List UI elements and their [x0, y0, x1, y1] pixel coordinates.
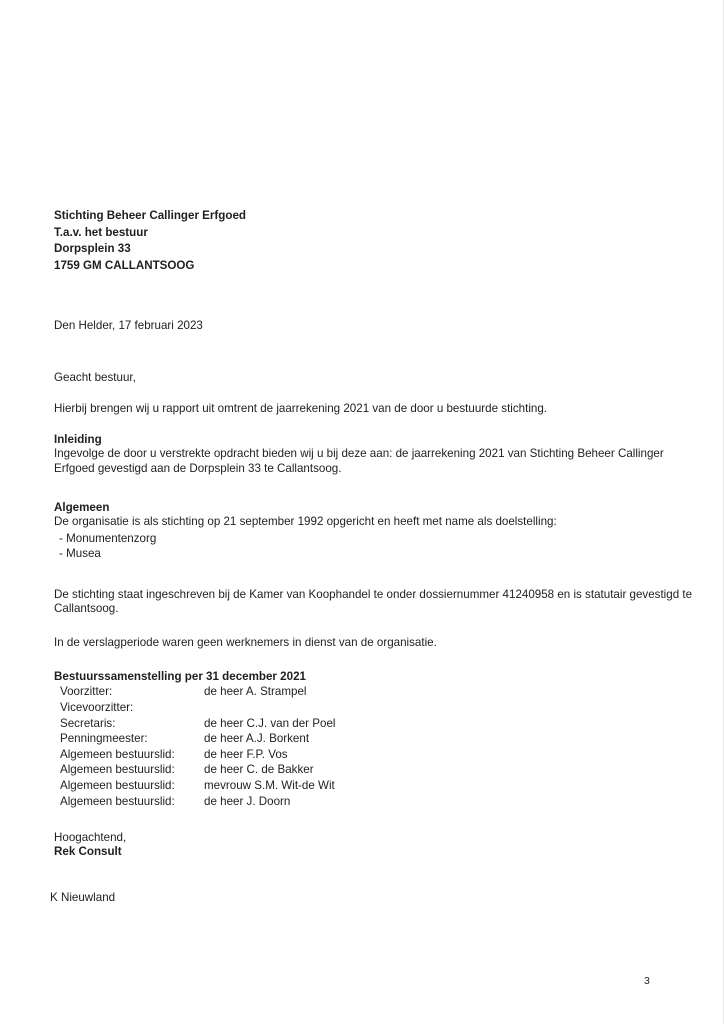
- board-row: [60, 795, 335, 811]
- board-heading: Bestuurssamenstelling per 31 december 2021: [54, 670, 306, 683]
- board-member-name: de heer A.J. Borkent: [204, 732, 310, 746]
- closing-greeting: Hoogachtend,: [54, 831, 127, 844]
- registration-paragraph: De stichting staat ingeschreven bij de Kamer van Koophandel te onder dossiernummer 41240958 en is statutair gevestigd te Callantsoog.: [54, 588, 693, 616]
- page-number: 3: [644, 975, 650, 987]
- inleiding-text: Ingevolge de door u verstrekte opdracht bieden wij u bij deze aan: de jaarrekening 2021 van Stichting Beheer Callinger Erfgoed gevestigd aan de Dorpsplein 33 te Callantsoog.: [54, 447, 664, 475]
- board-member-name: [204, 701, 335, 717]
- board-member-name: de heer F.P. Vos: [204, 747, 288, 761]
- recipient-name: Stichting Beheer Callinger Erfgoed: [54, 209, 246, 222]
- recipient-attention: T.a.v. het bestuur: [54, 225, 148, 239]
- section-algemeen: [54, 501, 557, 562]
- recipient-postcode-city: 1759 GM CALLANTSOOG: [54, 258, 195, 272]
- board-role: Secretaris:: [60, 716, 116, 730]
- board-member-name: de heer J. Doorn: [204, 794, 291, 808]
- board-member-name: mevrouw S.M. Wit-de Wit: [204, 779, 335, 793]
- section-inleiding: [54, 433, 694, 476]
- board-role: Voorzitter:: [60, 685, 113, 699]
- board-row: [60, 701, 335, 717]
- closing-company: Rek Consult: [54, 845, 122, 859]
- goal-item: - Musea: [59, 546, 101, 560]
- recipient-street: Dorpsplein 33: [54, 242, 131, 255]
- board-role: Algemeen bestuurslid:: [60, 794, 175, 808]
- board-member-name: de heer A. Strampel: [204, 685, 307, 699]
- board-role: Vicevoorzitter:: [60, 701, 134, 715]
- board-row: [60, 763, 335, 779]
- board-row: [60, 779, 335, 795]
- board-member-name: de heer C. de Bakker: [204, 763, 314, 777]
- place-date: Den Helder, 17 februari 2023: [54, 319, 203, 332]
- board-role: Algemeen bestuurslid:: [60, 779, 175, 793]
- goal-item: - Monumentenzorg: [59, 531, 157, 545]
- algemeen-heading: Algemeen: [54, 501, 110, 514]
- recipient-address: [54, 209, 246, 275]
- salutation: Geacht bestuur,: [54, 371, 136, 384]
- goals-list: [54, 532, 557, 562]
- board-row: [60, 717, 335, 733]
- board-role: Penningmeester:: [60, 732, 148, 746]
- closing: [54, 831, 126, 860]
- algemeen-text: De organisatie is als stichting op 21 september 1992 opgericht en heeft met name als doelstelling:: [54, 515, 557, 529]
- board-member-name: de heer C.J. van der Poel: [204, 716, 336, 730]
- signatory-name: K Nieuwland: [50, 891, 116, 904]
- employees-paragraph: In de verslagperiode waren geen werknemers in dienst van de organisatie.: [54, 636, 437, 649]
- board-row: [60, 685, 335, 701]
- board-row: [60, 748, 335, 764]
- inleiding-heading: Inleiding: [54, 433, 102, 446]
- section-board: [54, 670, 335, 810]
- board-row: [60, 732, 335, 748]
- intro-paragraph: Hierbij brengen wij u rapport uit omtrent de jaarrekening 2021 van de door u bestuurde stichting.: [54, 402, 548, 415]
- board-role: Algemeen bestuurslid:: [60, 763, 175, 777]
- board-role: Algemeen bestuurslid:: [60, 747, 175, 761]
- board-table: [60, 685, 335, 810]
